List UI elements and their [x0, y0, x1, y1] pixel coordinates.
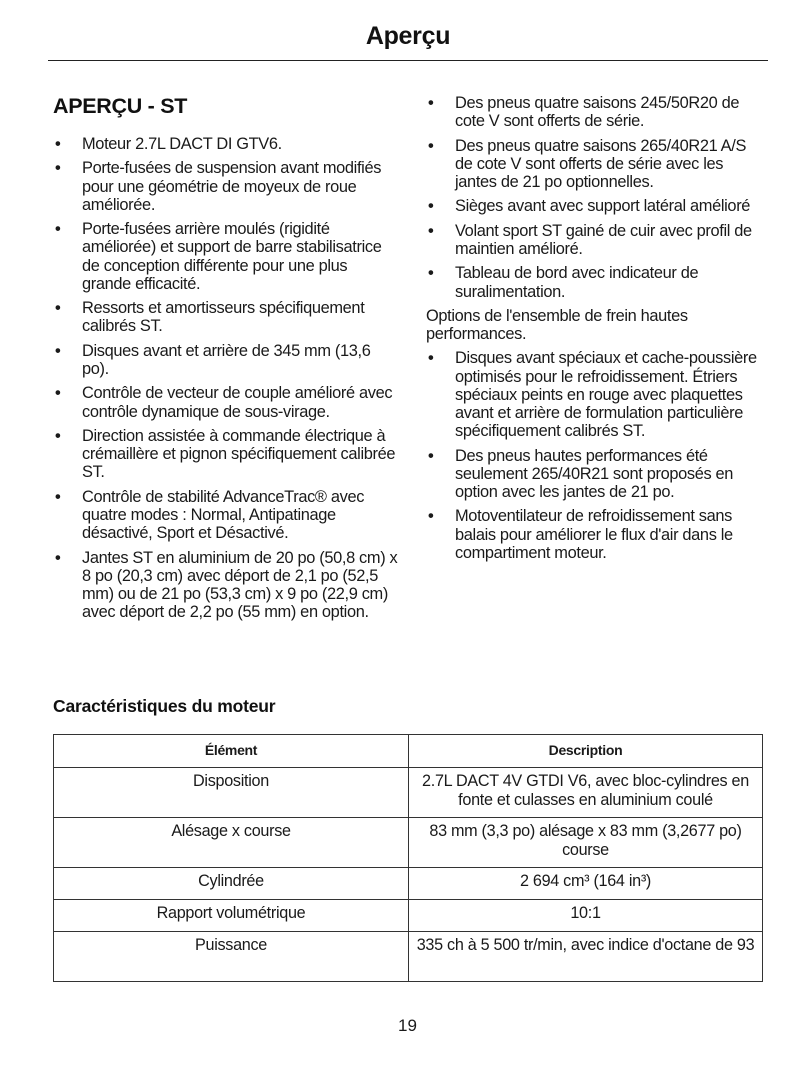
bullet-icon: • [55, 548, 61, 567]
right-column [426, 94, 766, 568]
bullet-icon: • [428, 221, 434, 240]
list-item: • Porte-fusées de suspension avant modifiés pour une géométrie de moyeux de roue améliorée. [55, 159, 382, 214]
cell-element: Disposition [54, 768, 409, 818]
bullet-icon: • [55, 220, 61, 239]
list-item: • Motoventilateur de refroidissement sans balais pour améliorer le flux d'air dans le compartiment moteur. [428, 507, 733, 562]
bullet-icon: • [55, 487, 61, 506]
left-bullet-list [53, 135, 398, 621]
list-item: • Jantes ST en aluminium de 20 po (50,8 cm) x 8 po (20,3 cm) avec déport de 2,1 po (52,5 mm) ou de 21 po (53,3 cm) x 9 po (22,9 cm) avec déport de 2,2 po (55 mm) en option. [55, 548, 398, 622]
list-item: • Volant sport ST gainé de cuir avec profil de maintien amélioré. [428, 221, 752, 258]
page-title: Aperçu [365, 22, 451, 50]
table-row [54, 818, 763, 868]
left-column [53, 92, 398, 628]
table-row [54, 768, 763, 818]
bullet-icon: • [428, 349, 434, 368]
cell-element: Cylindrée [54, 868, 409, 900]
bullet-icon: • [428, 507, 434, 526]
cell-description: 2 694 cm³ (164 in³) [409, 868, 763, 900]
list-item: • Des pneus hautes performances été seulement 265/40R21 sont proposés en option avec les jantes de 21 po. [428, 446, 734, 501]
bullet-icon: • [428, 264, 434, 283]
right-bullet-list [426, 94, 766, 301]
brake-package-intro: Options de l'ensemble de frein hautes performances. [426, 306, 688, 344]
column-header-element: Élément [54, 735, 409, 768]
list-item: • Contrôle de vecteur de couple amélioré avec contrôle dynamique de sous-virage. [55, 384, 393, 421]
bullet-icon: • [55, 135, 61, 153]
cell-description: 83 mm (3,3 po) alésage x 83 mm (3,2677 po) course [409, 818, 763, 868]
bullet-icon: • [55, 299, 61, 318]
list-item: • Direction assistée à commande électrique à crémaillère et pignon spécifiquement calibrée ST. [55, 426, 396, 482]
bullet-icon: • [428, 136, 434, 155]
bullet-icon: • [428, 94, 434, 112]
table-header-row [54, 735, 763, 768]
cell-element: Puissance [54, 932, 409, 982]
bullet-icon: • [55, 384, 61, 403]
bullet-icon: • [428, 197, 434, 216]
engine-specs-table [53, 734, 763, 982]
list-item: • Tableau de bord avec indicateur de suralimentation. [428, 264, 699, 301]
list-item: • Porte-fusées arrière moulés (rigidité améliorée) et support de barre stabilisatrice de conception différente pour une plus grande efficacité. [55, 220, 382, 293]
list-item: • Disques avant spéciaux et cache-poussière optimisés pour le refroidissement. Étriers spéciaux peints en rouge avec plaquettes avant et arrière de formulation particulière spécifiquement calibrés ST. [428, 349, 757, 441]
brake-bullet-list [426, 349, 766, 562]
cell-element: Rapport volumétrique [54, 900, 409, 932]
bullet-icon: • [428, 446, 434, 465]
page-header [48, 18, 768, 61]
list-item: • Disques avant et arrière de 345 mm (13,6 po). [55, 341, 371, 378]
section-title: APERÇU - ST [53, 94, 188, 118]
cell-description: 335 ch à 5 500 tr/min, avec indice d'octane de 93 [409, 932, 763, 982]
bullet-icon: • [55, 159, 61, 178]
cell-description: 10:1 [409, 900, 763, 932]
list-item: • Contrôle de stabilité AdvanceTrac® avec quatre modes : Normal, Antipatinage désactivé, Sport et Désactivé. [55, 487, 365, 543]
table-row [54, 932, 763, 982]
bullet-icon: • [55, 426, 61, 445]
table-row [54, 868, 763, 900]
list-item: • Des pneus quatre saisons 245/50R20 de cote V sont offerts de série. [428, 94, 740, 131]
list-item: • Sièges avant avec support latéral amélioré [428, 197, 751, 216]
cell-description: 2.7L DACT 4V GTDI V6, avec bloc-cylindres en fonte et culasses en aluminium coulé [409, 768, 763, 818]
list-item: • Moteur 2.7L DACT DI GTV6. [55, 135, 282, 153]
engine-specs-title: Caractéristiques du moteur [53, 696, 276, 716]
cell-element: Alésage x course [54, 818, 409, 868]
column-header-description: Description [409, 735, 763, 768]
list-item: • Des pneus quatre saisons 265/40R21 A/S de cote V sont offerts de série avec les jantes de 21 po optionnelles. [428, 136, 747, 191]
page-number: 19 [398, 1016, 417, 1035]
list-item: • Ressorts et amortisseurs spécifiquement calibrés ST. [55, 299, 365, 336]
bullet-icon: • [55, 341, 61, 360]
table-row [54, 900, 763, 932]
